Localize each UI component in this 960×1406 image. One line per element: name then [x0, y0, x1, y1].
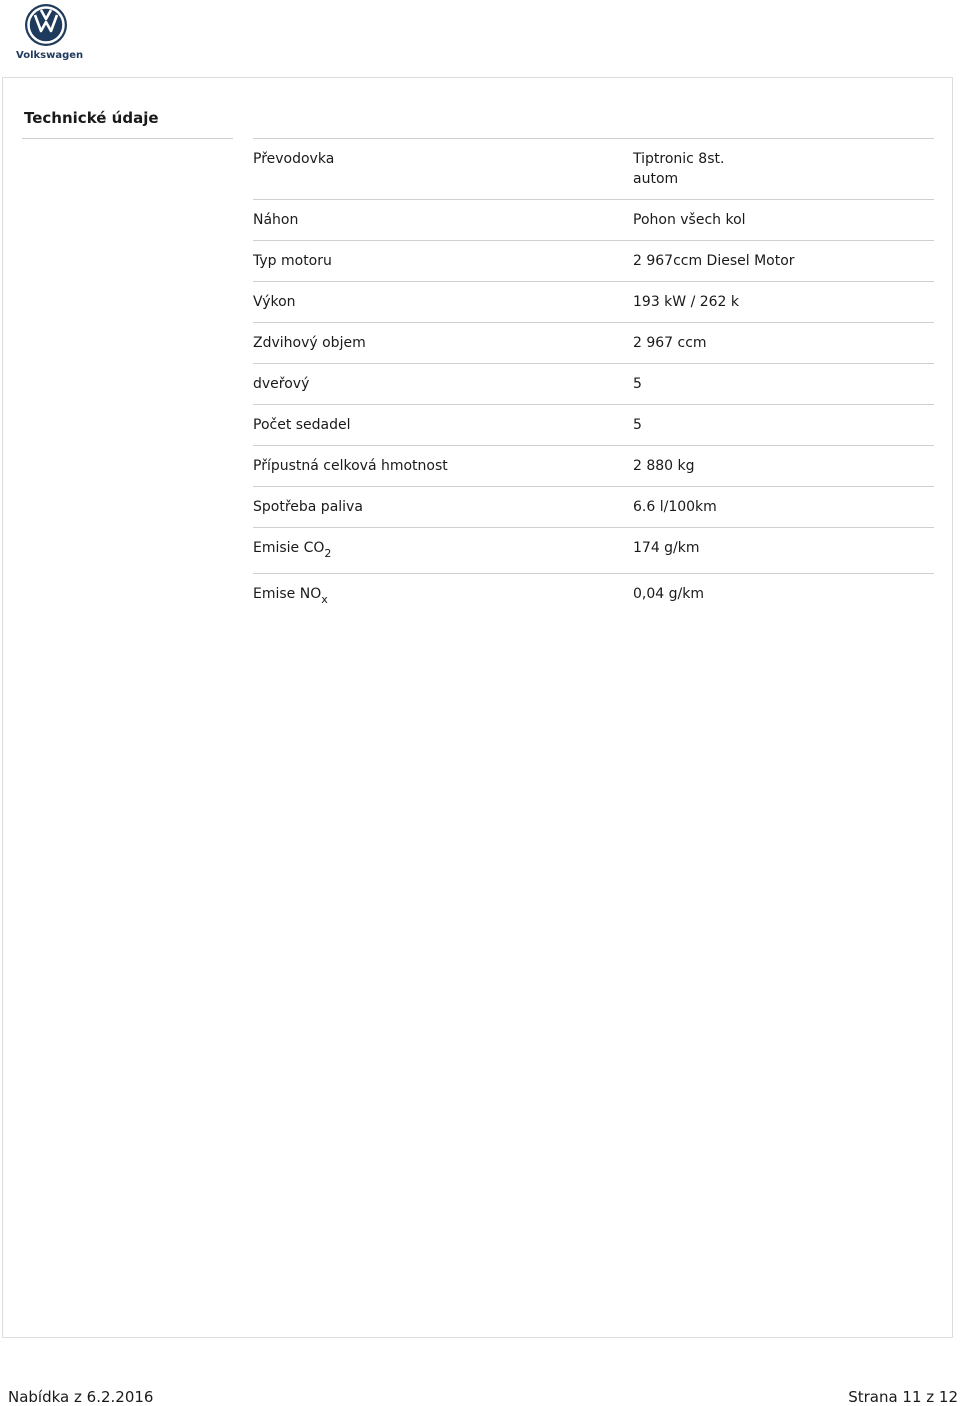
spec-row-transmission [253, 139, 934, 200]
spec-label [253, 584, 328, 604]
spec-value: 2 967ccm Diesel Motor [633, 253, 795, 269]
spec-row-engine-type [253, 241, 934, 282]
spec-value: 2 880 kg [633, 458, 695, 474]
spec-label: Přípustná celková hmotnost [253, 458, 448, 474]
spec-value: 5 [633, 417, 642, 433]
title-divider [22, 138, 233, 139]
spec-label: Převodovka [253, 151, 335, 167]
spec-row-co2-emissions [253, 528, 934, 574]
vw-emblem-icon [24, 3, 68, 47]
spec-label: Počet sedadel [253, 417, 351, 433]
spec-label: Spotřeba paliva [253, 499, 363, 515]
spec-row-nox-emissions [253, 574, 934, 614]
spec-label-text: Emisie CO [253, 540, 325, 556]
footer-page-number: Strana 11 z 12 [848, 1388, 958, 1406]
spec-row-seats [253, 405, 934, 446]
spec-value: 174 g/km [633, 540, 700, 556]
spec-label: Zdvihový objem [253, 335, 366, 351]
spec-label-subscript: x [321, 593, 328, 606]
spec-value: 0,04 g/km [633, 586, 704, 602]
spec-value: 5 [633, 376, 642, 392]
spec-value: 6.6 l/100km [633, 499, 717, 515]
spec-label: Výkon [253, 294, 296, 310]
spec-row-fuel-consumption [253, 487, 934, 528]
spec-row-gross-weight [253, 446, 934, 487]
spec-label [253, 538, 331, 558]
spec-row-doors [253, 364, 934, 405]
spec-label: Typ motoru [253, 253, 332, 269]
spec-row-displacement [253, 323, 934, 364]
spec-row-power [253, 282, 934, 323]
spec-value-line2: autom [633, 171, 679, 187]
spec-value-line1: Tiptronic 8st. [633, 151, 725, 167]
logo-wordmark: Volkswagen [16, 50, 84, 61]
spec-value: Pohon všech kol [633, 212, 746, 228]
spec-label: Náhon [253, 212, 299, 228]
spec-value: 193 kW / 262 k [633, 294, 740, 310]
spec-row-drive [253, 200, 934, 241]
spec-label-text: Emise NO [253, 586, 322, 602]
spec-label-subscript: 2 [324, 547, 332, 560]
spec-value: 2 967 ccm [633, 335, 707, 351]
section-title: Technické údaje [24, 109, 159, 127]
spec-value [633, 149, 724, 189]
volkswagen-logo [16, 3, 84, 65]
spec-label: dveřový [253, 376, 310, 392]
footer-offer-date: Nabídka z 6.2.2016 [8, 1388, 154, 1406]
